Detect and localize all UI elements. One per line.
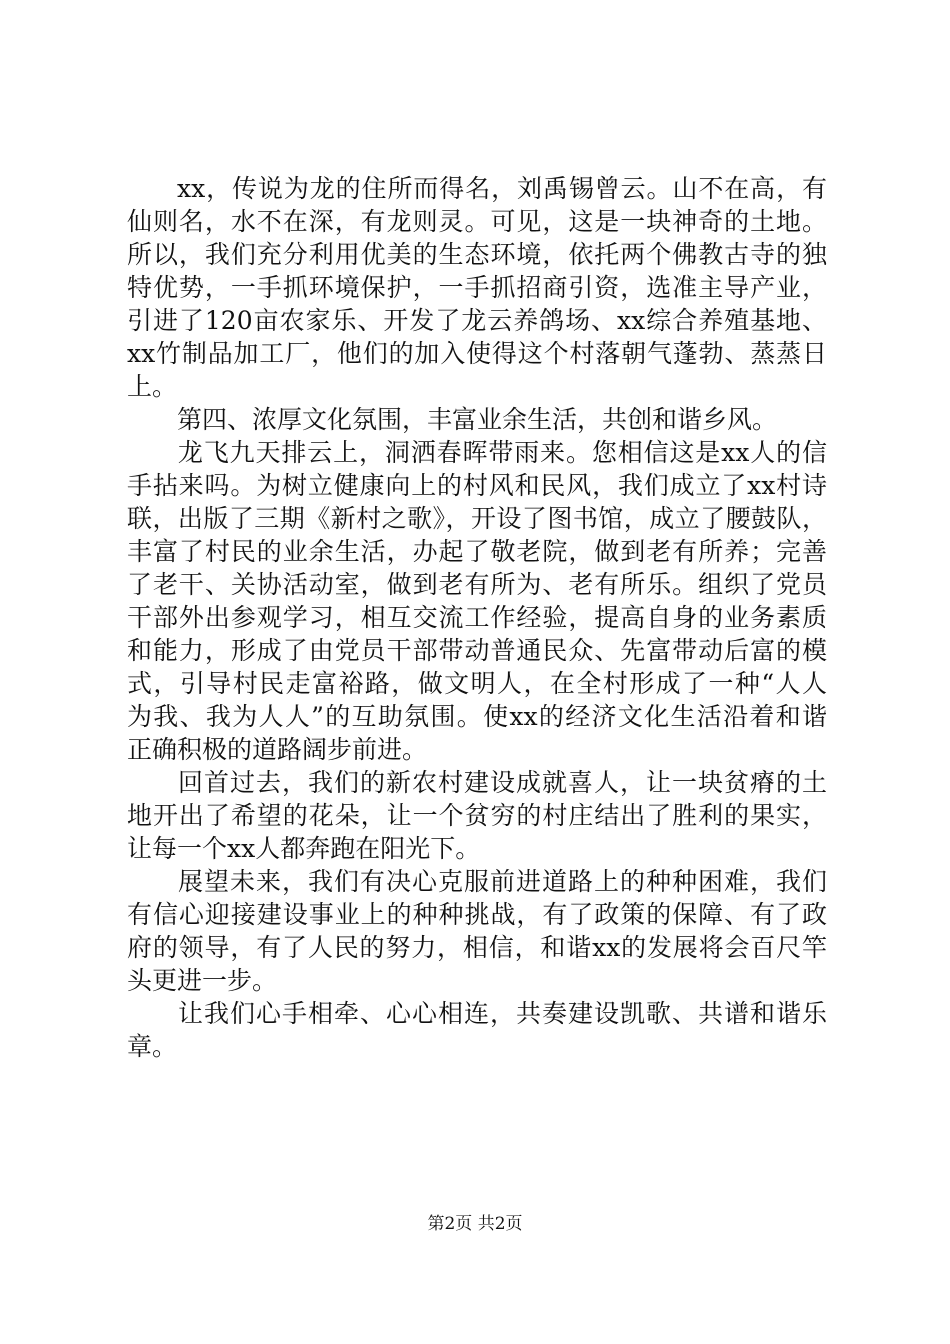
line-text: 为我、我为人人”的互助氛围。使xx的经济文化生活沿着和谐 bbox=[127, 702, 827, 731]
line-text: 章。 bbox=[127, 1032, 178, 1061]
line-text: xx，传说为龙的住所而得名，刘禹锡曾云。山不在高，有 bbox=[177, 174, 827, 203]
line-text: 联，出版了三期《新村之歌》，开设了图书馆，成立了腰鼓队， bbox=[127, 504, 827, 533]
text-line bbox=[127, 1030, 827, 1063]
text-line bbox=[127, 403, 827, 436]
text-line bbox=[127, 601, 827, 634]
text-line bbox=[127, 238, 827, 271]
text-line bbox=[127, 766, 827, 799]
paragraph bbox=[127, 997, 827, 1063]
line-text: 有信心迎接建设事业上的种种挑战，有了政策的保障、有了政 bbox=[127, 900, 827, 929]
line-text: 仙则名，水不在深，有龙则灵。可见，这是一块神奇的土地。 bbox=[127, 207, 827, 236]
page-footer: 第2页 共2页 bbox=[427, 1214, 523, 1234]
line-text: 特优势，一手抓环境保护，一手抓招商引资，选准主导产业， bbox=[127, 273, 827, 302]
paragraph bbox=[127, 172, 827, 403]
line-text: 回首过去，我们的新农村建设成就喜人，让一块贫瘠的土 bbox=[177, 768, 827, 797]
text-line bbox=[127, 205, 827, 238]
text-line bbox=[127, 700, 827, 733]
text-line bbox=[127, 997, 827, 1030]
document-body bbox=[127, 172, 827, 1063]
text-line bbox=[127, 469, 827, 502]
paragraph bbox=[127, 436, 827, 766]
line-text: 式，引导村民走富裕路，做文明人，在全村形成了一种“人人 bbox=[127, 669, 827, 698]
line-text: 第四、浓厚文化氛围，丰富业余生活，共创和谐乡风。 bbox=[177, 405, 778, 434]
paragraph bbox=[127, 403, 827, 436]
line-text: 龙飞九天排云上，洞洒春晖带雨来。您相信这是xx人的信 bbox=[177, 438, 827, 467]
text-line bbox=[127, 370, 827, 403]
line-text: 所以，我们充分利用优美的生态环境，依托两个佛教古寺的独 bbox=[127, 240, 827, 269]
line-text: 地开出了希望的花朵，让一个贫穷的村庄结出了胜利的果实， bbox=[127, 801, 827, 830]
line-text: 了老干、关协活动室，做到老有所为、老有所乐。组织了党员 bbox=[127, 570, 827, 599]
line-text: 和能力，形成了由党员干部带动普通民众、先富带动后富的模 bbox=[127, 636, 827, 665]
text-line bbox=[127, 898, 827, 931]
line-text: 府的领导，有了人民的努力，相信，和谐xx的发展将会百尺竿 bbox=[127, 933, 827, 962]
text-line bbox=[127, 634, 827, 667]
line-text: 让我们心手相牵、心心相连，共奏建设凯歌、共谱和谐乐 bbox=[177, 999, 827, 1028]
text-line bbox=[127, 271, 827, 304]
text-line bbox=[127, 337, 827, 370]
line-text: 让每一个xx人都奔跑在阳光下。 bbox=[127, 834, 481, 863]
text-line bbox=[127, 865, 827, 898]
text-line bbox=[127, 832, 827, 865]
line-text: xx竹制品加工厂，他们的加入使得这个村落朝气蓬勃、蒸蒸日 bbox=[127, 339, 827, 368]
line-text: 手拈来吗。为树立健康向上的村风和民风，我们成立了xx村诗 bbox=[127, 471, 827, 500]
line-text: 展望未来，我们有决心克服前进道路上的种种困难，我们 bbox=[177, 867, 827, 896]
line-text: 干部外出参观学习，相互交流工作经验，提高自身的业务素质 bbox=[127, 603, 827, 632]
text-line bbox=[127, 172, 827, 205]
text-line bbox=[127, 799, 827, 832]
line-text: 正确积极的道路阔步前进。 bbox=[127, 735, 428, 764]
text-line bbox=[127, 733, 827, 766]
text-line bbox=[127, 964, 827, 997]
line-text: 引进了120亩农家乐、开发了龙云养鸽场、xx综合养殖基地、 bbox=[127, 306, 827, 335]
text-line bbox=[127, 568, 827, 601]
line-text: 上。 bbox=[127, 372, 178, 401]
text-line bbox=[127, 436, 827, 469]
text-line bbox=[127, 304, 827, 337]
paragraph bbox=[127, 865, 827, 997]
text-line bbox=[127, 535, 827, 568]
text-line bbox=[127, 502, 827, 535]
line-text: 头更进一步。 bbox=[127, 966, 278, 995]
paragraph bbox=[127, 766, 827, 865]
text-line bbox=[127, 667, 827, 700]
line-text: 丰富了村民的业余生活，办起了敬老院，做到老有所养；完善 bbox=[127, 537, 827, 566]
text-line bbox=[127, 931, 827, 964]
